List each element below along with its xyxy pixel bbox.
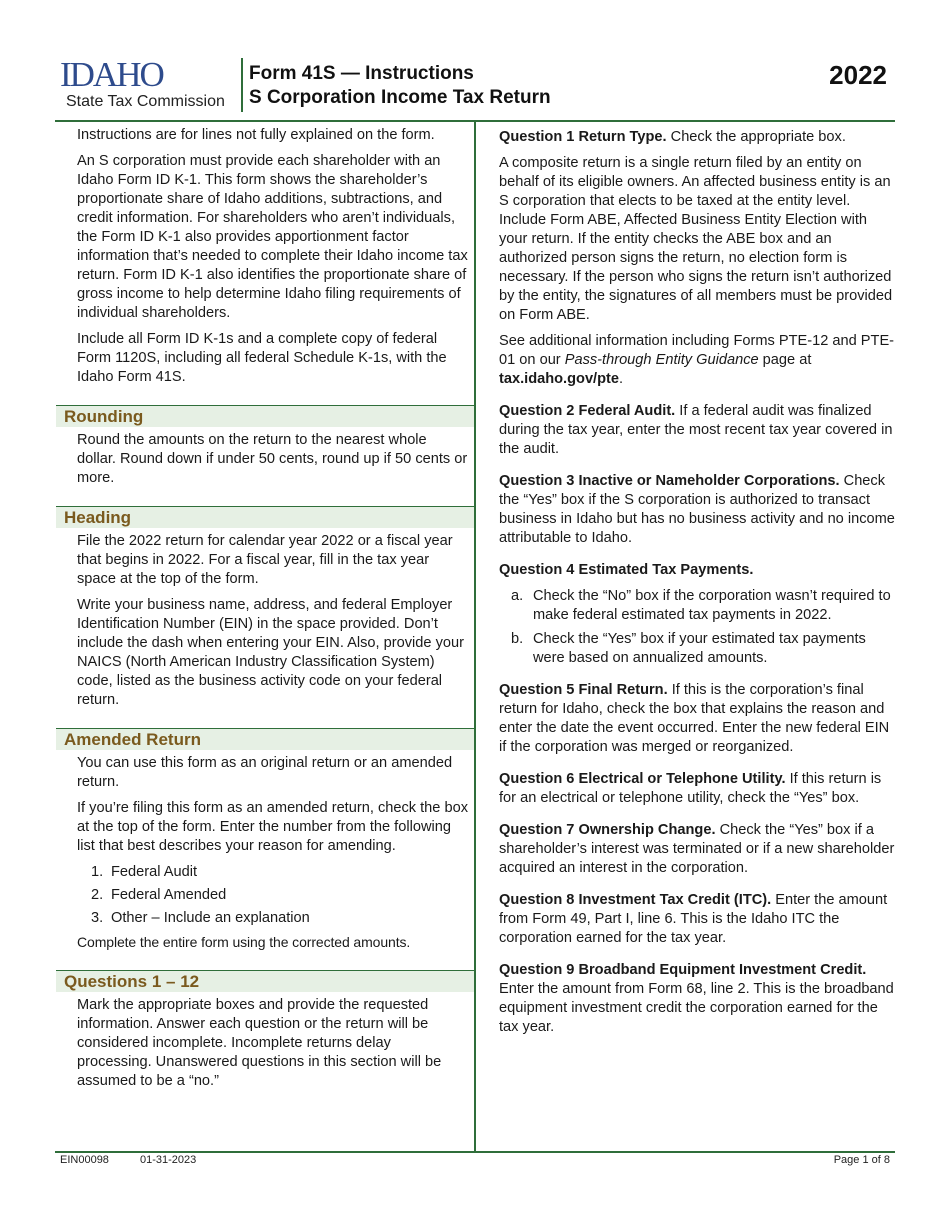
question-7: Question 7 Ownership Change. Check the “Yes” box if a shareholder’s interest was terminated or if a new shareholder acquired an interest in the corporation. xyxy=(499,822,895,876)
left-column xyxy=(56,126,474,1098)
form-code: EIN00098 xyxy=(60,1154,109,1166)
header-divider xyxy=(241,58,243,112)
section-heading-amended: Amended Return xyxy=(56,728,474,750)
question-3: Question 3 Inactive or Nameholder Corporations. Check the “Yes” box if the S corporation is authorized to transact business in Idaho but has no business activity and no income attributable to Idaho. xyxy=(499,473,895,546)
list-item: 1. Federal Audit xyxy=(91,864,197,880)
form-title-line1: Form 41S — Instructions xyxy=(249,63,474,84)
amended-paragraph-2: If you’re filing this form as an amended return, check the box at the top of the form. Enter the number from the following list that best describes your reason for amending. xyxy=(77,800,468,854)
idaho-tax-logo xyxy=(60,55,240,112)
question-1-paragraph-2: A composite return is a single return filed by an entity on behalf of its eligible owners. An affected business entity is an S corporation that elects to be taxed at the entity level. Include Form ABE, Affected Business Entity Election with your return. If the entity checks the ABE box and an authorized person signs the return, no election form is necessary. If the person who signs the return isn’t authorized by the entity, the signatures of all members must be provided on Form ABE. xyxy=(499,155,893,323)
amended-paragraph-3: Complete the entire form using the corrected amounts. xyxy=(77,934,411,950)
amended-reason-list xyxy=(56,863,474,928)
amended-paragraph-1: You can use this form as an original return or an amended return. xyxy=(77,755,453,790)
logo-idaho-text: IDAHO xyxy=(60,55,163,94)
page-header xyxy=(0,0,950,122)
question-1-paragraph-3: See additional information including Forms PTE-12 and PTE-01 on our Pass-through Entity Guidance page at tax.idaho.gov/pte. xyxy=(499,333,895,387)
page-number: Page 1 of 8 xyxy=(833,1154,890,1166)
section-heading-questions: Questions 1 – 12 xyxy=(56,970,474,992)
list-item: b. Check the “Yes” box if your estimated tax payments were based on annualized amounts. xyxy=(511,631,866,666)
question-8: Question 8 Investment Tax Credit (ITC). Enter the amount from Form 49, Part I, line 6. This is the Idaho ITC the corporation earned for the tax year. xyxy=(499,892,888,946)
intro-paragraph-2: An S corporation must provide each shareholder with an Idaho Form ID K-1. This form shows the shareholder’s proportionate share of Idaho additions, subtractions, and credit information. For shareholders who aren’t individuals, the Form ID K-1 also provides apportionment factor information that’s needed to complete their Idaho income tax return. Form ID K-1 also identifies the proportionate share of gross income to help determine Idaho filing requirements of individual shareholders. xyxy=(77,153,468,321)
footer-rule xyxy=(55,1151,895,1153)
section-heading-heading: Heading xyxy=(56,506,474,528)
rounding-paragraph: Round the amounts on the return to the nearest whole dollar. Round down if under 50 cents, round up if 50 cents or more. xyxy=(77,432,468,486)
heading-paragraph-1: File the 2022 return for calendar year 2022 or a fiscal year that begins in 2022. For a fiscal year, fill in the tax year space at the top of the form. xyxy=(77,533,453,587)
question-1: Question 1 Return Type. Check the appropriate box. xyxy=(499,129,846,145)
column-divider xyxy=(474,120,476,1152)
section-heading-rounding: Rounding xyxy=(56,405,474,427)
question-4-list xyxy=(499,587,899,668)
list-item: a. Check the “No” box if the corporation wasn’t required to make federal estimated tax payments in 2022. xyxy=(511,588,891,623)
form-year: 2022 xyxy=(829,60,887,90)
form-title-line2: S Corporation Income Tax Return xyxy=(249,87,551,108)
intro-paragraph-1: Instructions are for lines not fully explained on the form. xyxy=(77,127,435,143)
pte-link: tax.idaho.gov/pte xyxy=(499,371,620,387)
questions-paragraph: Mark the appropriate boxes and provide the requested information. Answer each question or the return will be considered incomplete. Incomplete returns delay processing. Unanswered questions in this section will be assumed to be a “no.” xyxy=(77,997,442,1089)
logo-subtitle: State Tax Commission xyxy=(66,93,225,110)
revision-date: 01-31-2023 xyxy=(140,1154,197,1166)
right-column xyxy=(499,126,899,1044)
question-5: Question 5 Final Return. If this is the corporation’s final return for Idaho, check the box that explains the reason and enter the date the event occurred. Enter the new federal EIN if the corporation was merged or reorganized. xyxy=(499,682,890,755)
heading-paragraph-2: Write your business name, address, and federal Employer Identification Number (EIN) in the space provided. Don’t include the dash when entering your EIN. Also, provide your NAICS (North American Industry Classification System) code, listed as the business activity code on your federal return. xyxy=(77,597,464,708)
form-title xyxy=(249,62,551,110)
question-9: Question 9 Broadband Equipment Investment Credit. Enter the amount from Form 68, line 2. This is the broadband equipment investment credit the corporation earned for the tax year. xyxy=(499,962,894,1035)
question-4: Question 4 Estimated Tax Payments. xyxy=(499,562,754,578)
question-6: Question 6 Electrical or Telephone Utility. If this return is for an electrical or telephone utility, check the “Yes” box. xyxy=(499,771,882,806)
question-2: Question 2 Federal Audit. If a federal audit was finalized during the tax year, enter the most recent tax year covered in the audit. xyxy=(499,403,893,457)
list-item: 3. Other – Include an explanation xyxy=(91,910,310,926)
intro-paragraph-3: Include all Form ID K-1s and a complete copy of federal Form 1120S, including all federal Schedule K-1s, with the Idaho Form 41S. xyxy=(77,331,447,385)
list-item: 2. Federal Amended xyxy=(91,887,227,903)
